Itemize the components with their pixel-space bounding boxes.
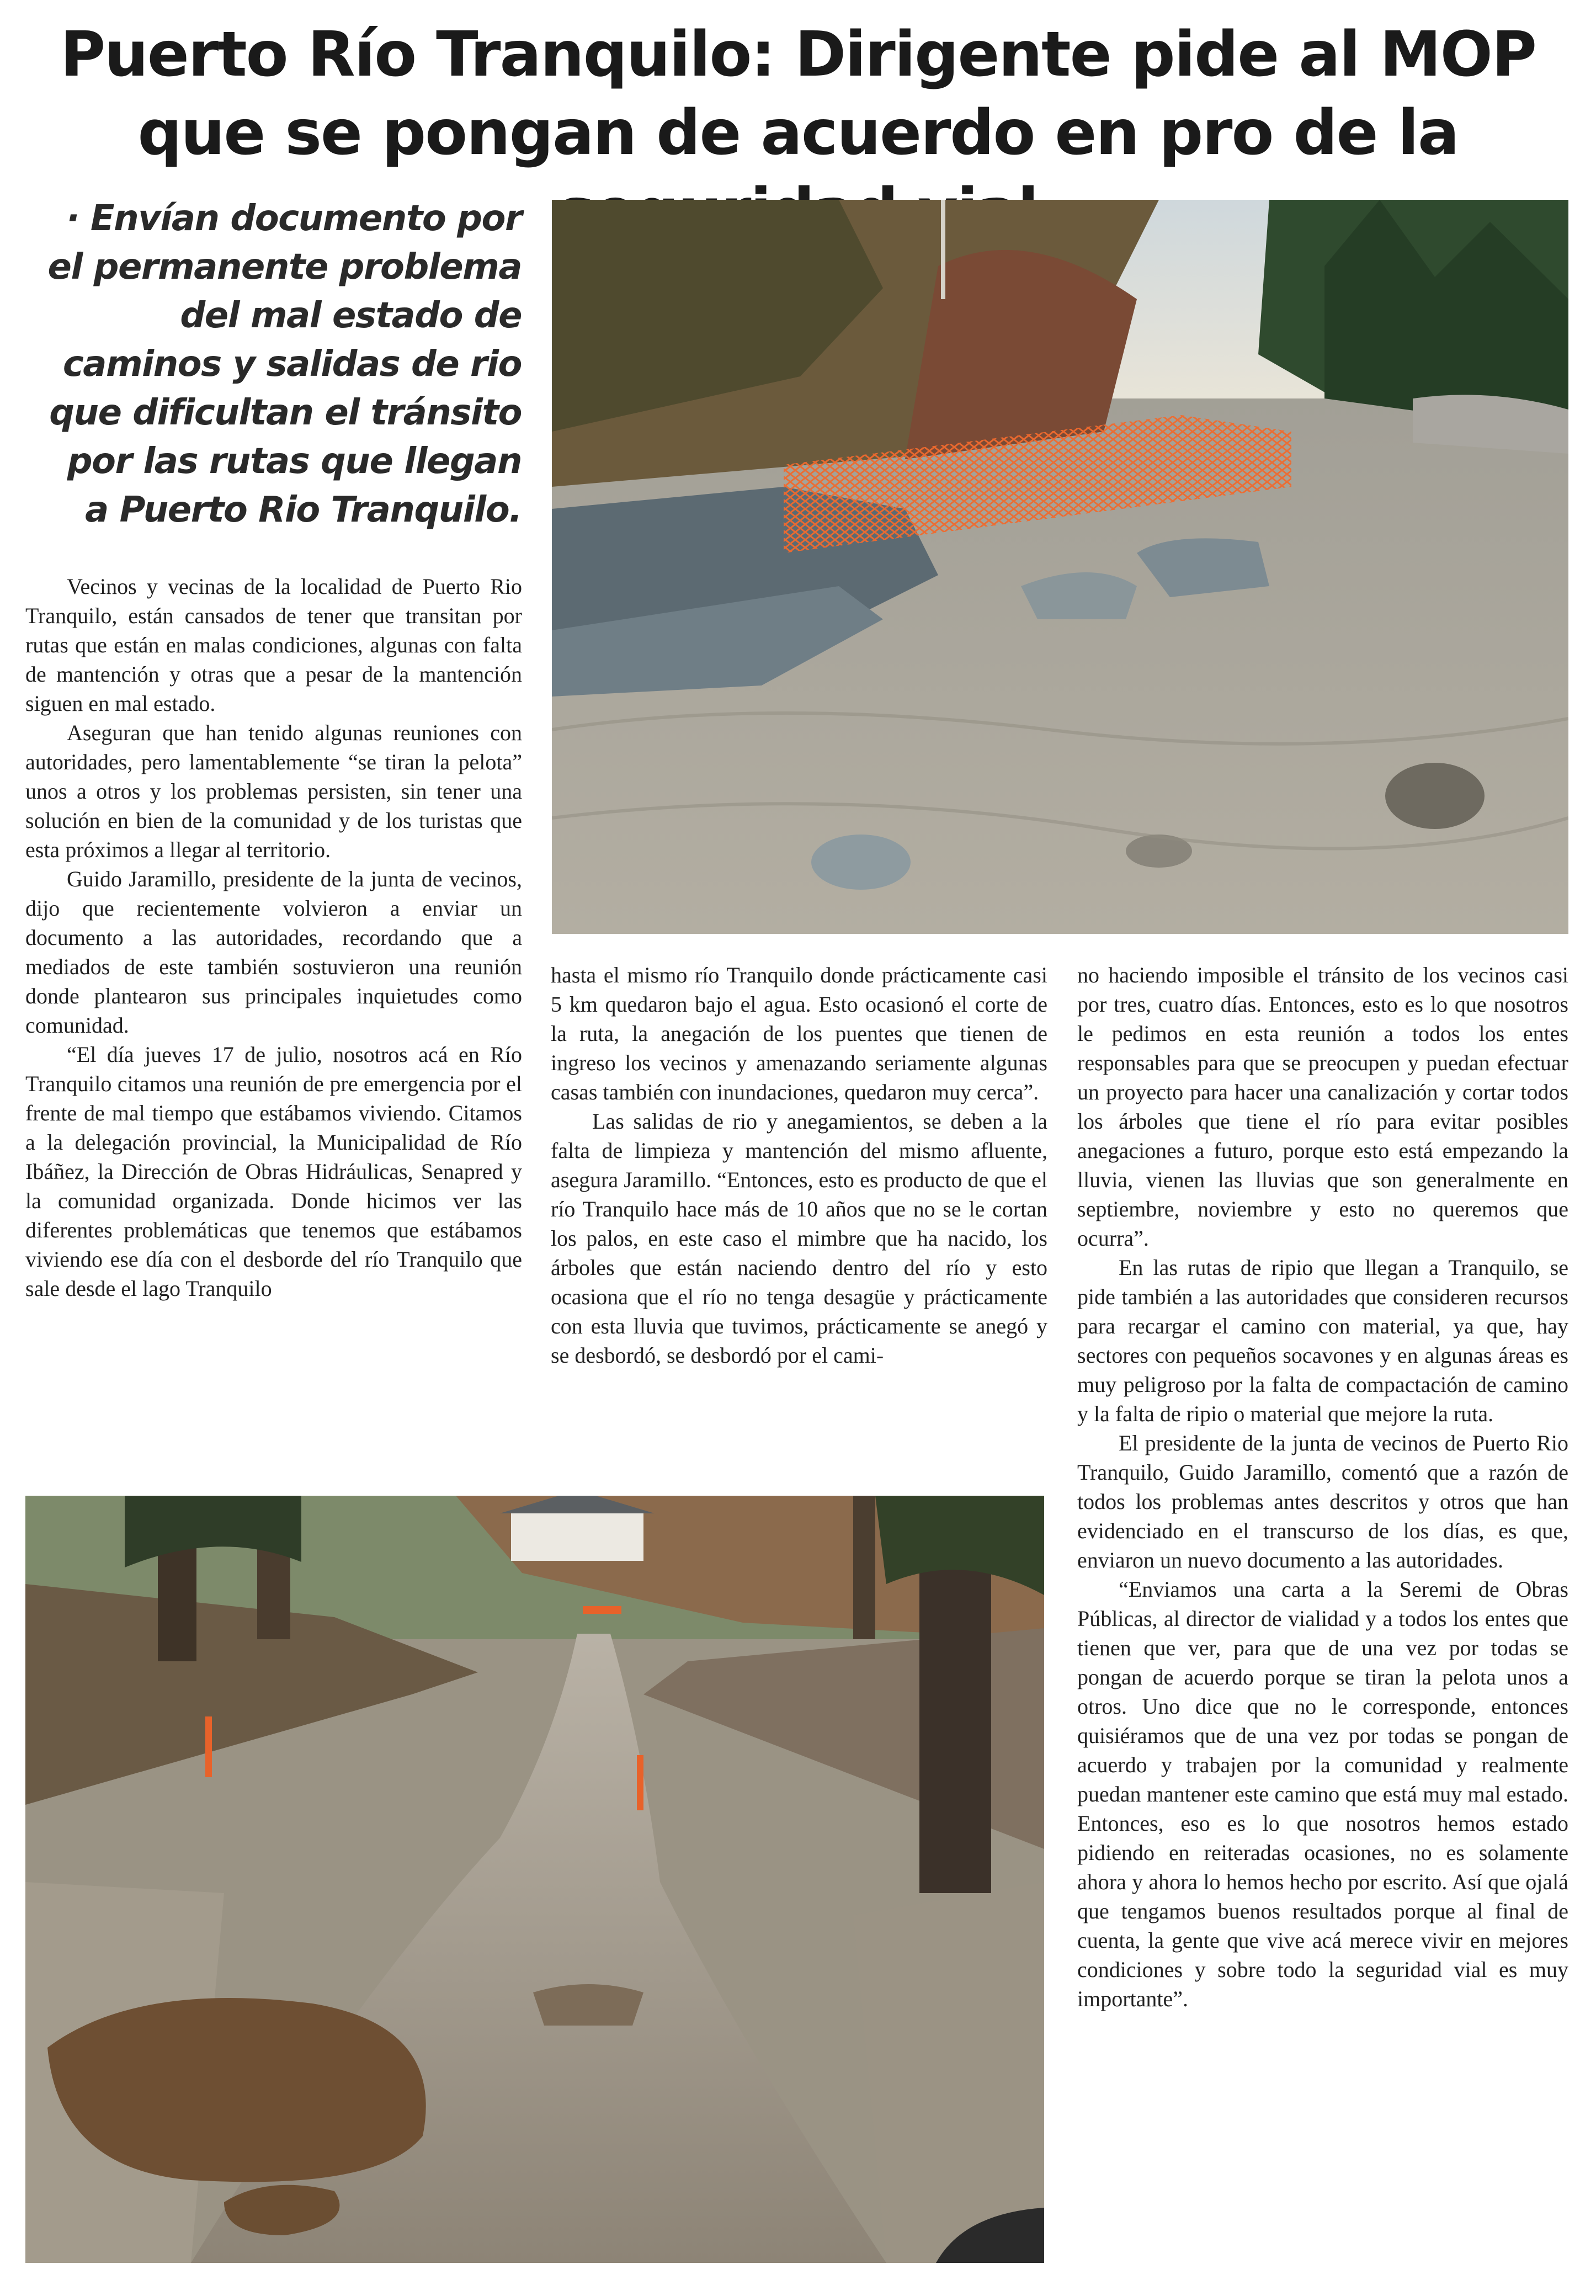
article-column-2 [551,960,1047,1370]
paragraph: En las rutas de ripio que llegan a Tranquilo, se pide también a las autoridades que consideren recursos para recargar el camino con material, ya que, hay sectores con pequeños socavones y en algunas áreas es muy peligroso por la falta de compactación de camino y la falta de ripio o material que mejore la ruta. [1077,1255,1568,1426]
kicker-subtitle: · Envían documento por el permanente problema del mal estado de caminos y salidas de rio que dificultan el tránsito por las rutas que llegan a Puerto Rio Tranquilo. [47,198,522,530]
paragraph: Guido Jaramillo, presidente de la junta de vecinos, dijo que recientemente volvieron a enviar un documento a las autoridades, recordando que a mediados de este también sostuvieron una reunión donde plantearon sus principales inquietudes como comunidad. [25,867,522,1038]
flooded-road-photo [552,200,1568,934]
paragraph: “El día jueves 17 de julio, nosotros acá en Río Tranquilo citamos una reunión de pre emergencia por el frente de mal tiempo que estábamos viviendo. Citamos a la delegación provincial, la Municipalidad de Río Ibáñez, la Dirección de Obras Hidráulicas, Senapred y la comunidad organizada. Donde hicimos ver las diferentes problemáticas que tenemos que estábamos viviendo ese día con el desborde del río Tranquilo que sale desde el lago Tranquilo [25,1042,522,1301]
paragraph: Aseguran que han tenido algunas reuniones con autoridades, pero lamentablemente “se tiran la pelota” unos a otros y los problemas persisten, sin tener una solución en bien de la comunidad y de los turistas que esta próximos a llegar al territorio. [25,720,522,862]
headline-rest: Dirigente pide al MOP que se pongan de acuerdo en pro de la [137,19,1536,169]
flooded-road-illustration [552,200,1568,934]
headline-lead: Puerto Río Tranquilo: [60,19,775,91]
paragraph: Las salidas de rio y anegamientos, se deben a la falta de limpieza y mantención del mismo afluente, asegura Jaramillo. “Entonces, esto es producto de que el río Tranquilo hace más de 10 años que no se le cortan los palos, en este caso el mimbre que ha nacido, los árboles que están naciendo dentro del río y esto ocasiona que el río no tenga desagüe y prácticamente con esta lluvia que tuvimos, prácticamente se anegó y se desbordó, se desbordó por el cami- [551,1109,1047,1368]
muddy-road-illustration [25,1496,1044,2263]
muddy-road-photo [25,1496,1044,2263]
paragraph: hasta el mismo río Tranquilo donde prácticamente casi 5 km quedaron bajo el agua. Esto ocasionó el corte de la ruta, la anegación de los puentes que tienen de ingreso los vecinos y amenazando seriamente algunas casas también con inundaciones, quedaron muy cerca”. [551,963,1047,1104]
paragraph: El presidente de la junta de vecinos de Puerto Rio Tranquilo, Guido Jaramillo, comentó que a razón de todos los problemas antes descritos y otros que han evidenciado en el transcurso de los días, es que, enviaron un nuevo documento a las autoridades. [1077,1431,1568,1572]
article-column-3 [1077,960,1568,2013]
paragraph: no haciendo imposible el tránsito de los vecinos casi por tres, cuatro días. Entonces, esto es lo que nosotros le pedimos en esta reunión a todos los entes responsables para que se preocupen y puedan efectuar un proyecto para hacer una canalización y cortar todos los árboles que tiene el río para evitar posibles anegaciones a futuro, porque esto está empezando la lluvia, vienen las lluvias que son generalmente en septiembre, noviembre y esto no queremos que ocurra”. [1077,963,1568,1251]
article-column-1 [25,572,522,1303]
paragraph: Vecinos y vecinas de la localidad de Puerto Rio Tranquilo, están cansados de tener que transitan por rutas que están en malas condiciones, algunas con falta de mantención y otras que a pesar de la mantención siguen en mal estado. [25,574,522,716]
paragraph: “Enviamos una carta a la Seremi de Obras Públicas, al director de vialidad y a todos los entes que tienen que ver, para que de una vez por todas se pongan de acuerdo porque se tiran la pelota unos a otros. Uno dice que no le corresponde, entonces quisiéramos que de una vez por todas se pongan de acuerdo y trabajen por la comunidad y realmente puedan mantener este camino que está muy mal estado. Entonces, eso es lo que nosotros hemos estado pidiendo en reiteradas ocasiones, no es solamente ahora y ahora lo hemos hecho por escrito. Así que ojalá que tengamos buenos resultados porque al final de cuenta, la gente que vive acá merece vivir en mejores condiciones y sobre todo la seguridad vial es muy importante”. [1077,1577,1568,2011]
